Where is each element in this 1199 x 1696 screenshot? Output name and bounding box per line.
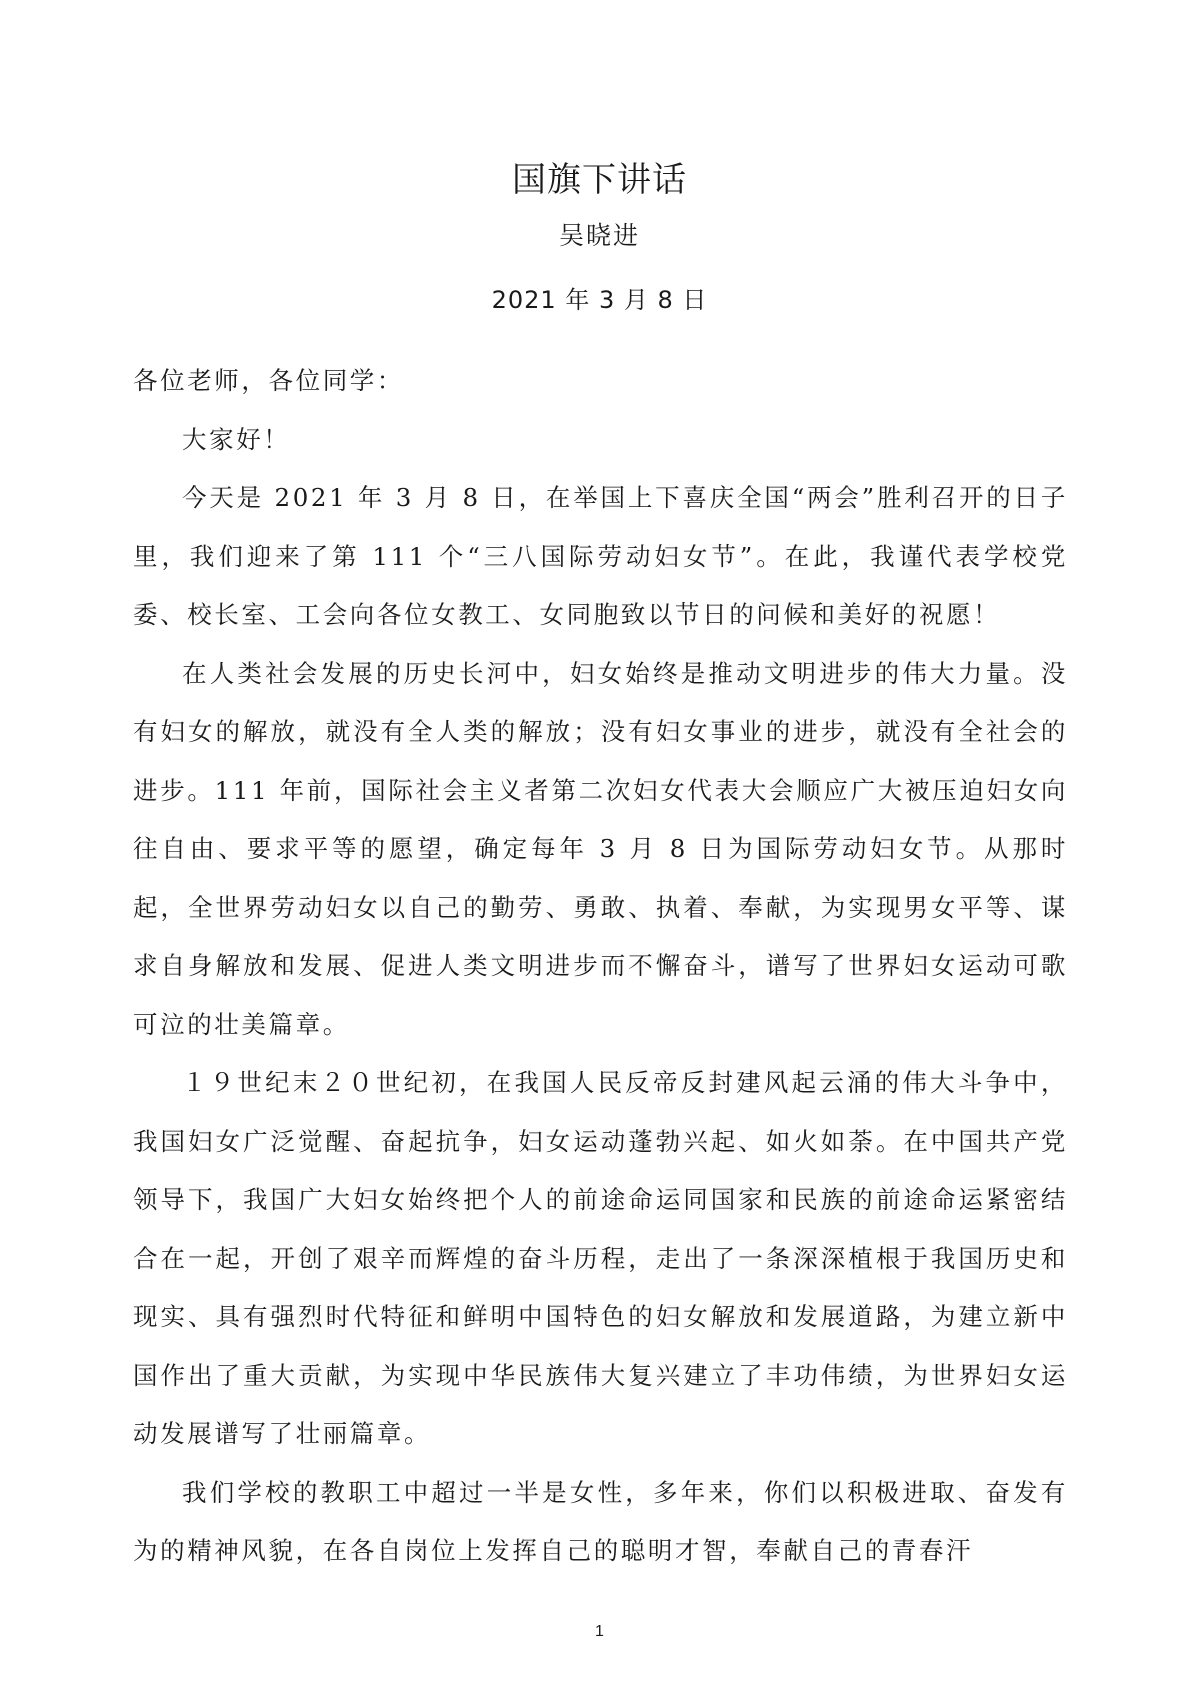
document-title: 国旗下讲话 [512, 160, 687, 200]
document-body [133, 352, 1068, 1581]
body-paragraph: １９世纪末２０世纪初，在我国人民反帝反封建风起云涌的伟大斗争中，我国妇女广泛觉醒、奋起抗争，妇女运动蓬勃兴起、如火如荼。在中国共产党领导下，我国广大妇女始终把个人的前途命运同国家和民族的前途命运紧密结合在一起，开创了艰辛而辉煌的奋斗历程，走出了一条深深植根于我国历史和现实、具有强烈时代特征和鲜明中国特色的妇女解放和发展道路，为建立新中国作出了重大贡献，为实现中华民族伟大复兴建立了丰功伟绩，为世界妇女运动发展谱写了壮丽篇章。 [133, 1068, 1068, 1448]
body-paragraph: 在人类社会发展的历史长河中，妇女始终是推动文明进步的伟大力量。没有妇女的解放，就没有全人类的解放；没有妇女事业的进步，就没有全社会的进步。111 年前，国际社会主义者第二次妇女代表大会顺应广大被压迫妇女向往自由、要求平等的愿望，确定每年 3 月 8 日为国际劳动妇女节。从那时起，全世界劳动妇女以自己的勤劳、勇敢、执着、奉献，为实现男女平等、谋求自身解放和发展、促进人类文明进步而不懈奋斗，谱写了世界妇女运动可歌可泣的壮美篇章。 [133, 658, 1068, 1039]
salutation: 各位老师，各位同学： [133, 366, 404, 395]
greeting: 大家好！ [182, 424, 291, 454]
document-date: 2021 年 3 月 8 日 [491, 286, 708, 314]
page-number: 1 [595, 1623, 604, 1640]
document-author: 吴晓进 [558, 221, 640, 250]
body-paragraph: 今天是 2021 年 3 月 8 日，在举国上下喜庆全国“两会”胜利召开的日子里，我们迎来了第 111 个“三八国际劳动妇女节”。在此，我谨代表学校党委、校长室、工会向各位女教工、女同胞致以节日的问候和美好的祝愿！ [133, 483, 1068, 629]
body-paragraph: 我们学校的教职工中超过一半是女性，多年来，你们以积极进取、奋发有为的精神风貌，在各自岗位上发挥自己的聪明才智，奉献自己的青春汗 [133, 1477, 1068, 1565]
